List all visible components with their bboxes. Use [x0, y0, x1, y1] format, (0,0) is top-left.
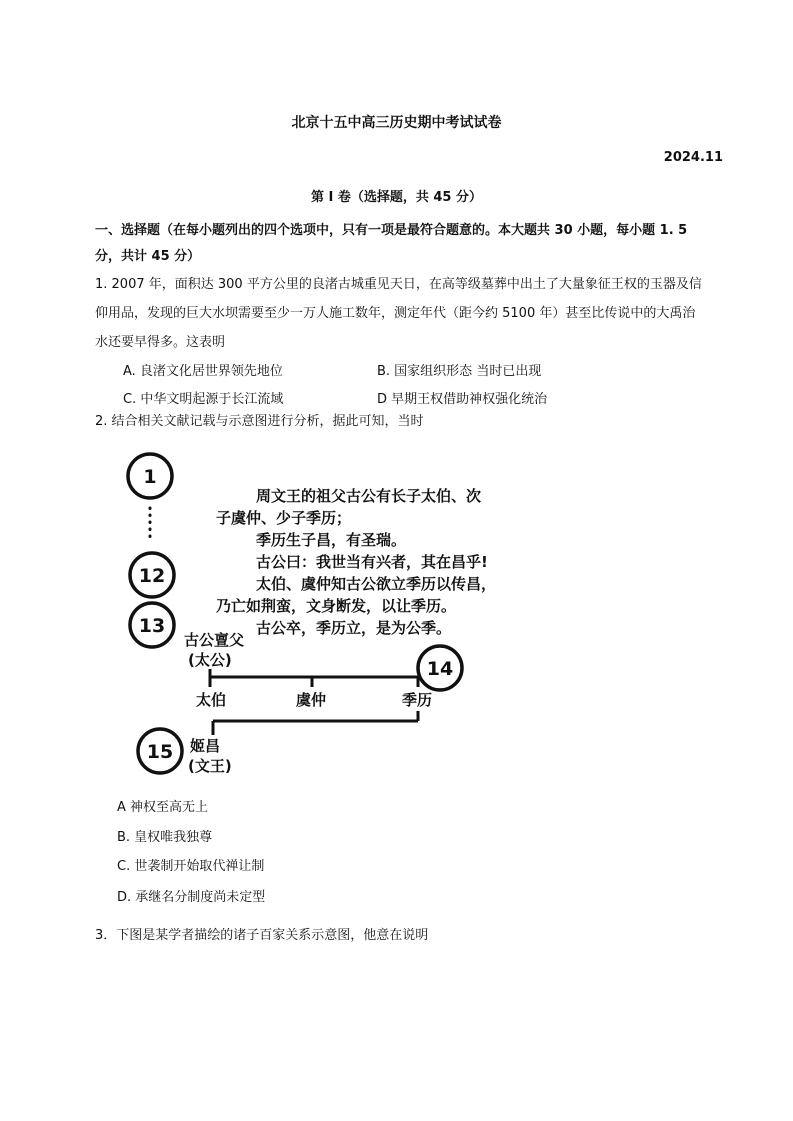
volume-heading: 第 I 卷（选择题，共 45 分） [310, 190, 483, 205]
question-1-stem: 1. 2007 年，面积达 300 平方公里的良渚古城重见天日，在高等级墓葬中出土了大量象征王权的玉器及信仰用品，发现的巨大水坝需要至少一万人施工数年，测定年代（距今约 5100 年）甚至比传说中的大禹治水还要早得多。这表明 [95, 277, 702, 350]
question-2-option-a: A 神权至高无上 [117, 800, 209, 815]
son-taibo: 太伯 [196, 691, 227, 709]
question-1-option-c: C. 中华文明起源于长江流域 [123, 392, 284, 407]
figure-text-line-5: 太伯、虞仲知古公欲立季历以传昌， [256, 575, 497, 593]
svg-text:1: 1 [143, 466, 157, 488]
figure-text-line-2: 子虞仲、少子季历； [216, 509, 352, 527]
grandson-name: 姬昌 [190, 737, 221, 755]
exam-date: 2024.11 [663, 150, 723, 165]
genealogy-figure [118, 445, 510, 785]
question-2-option-b: B. 皇权唯我独尊 [117, 830, 213, 845]
father-name: 古公亶父 [184, 631, 245, 649]
question-2-option-c: C. 世袭制开始取代禅让制 [117, 859, 265, 874]
question-1-option-a: A. 良渚文化居世界领先地位 [123, 364, 283, 379]
circle-15 [138, 729, 182, 773]
son-jili: 季历 [402, 691, 433, 709]
question-2-option-d: D. 承继名分制度尚未定型 [117, 890, 266, 905]
question-1-option-d: D 早期王权借助神权强化统治 [377, 392, 548, 407]
exam-title: 北京十五中高三历史期中考试试卷 [291, 115, 502, 131]
figure-text-line-6: 乃亡如荆蛮，文身断发，以让季历。 [216, 597, 457, 615]
svg-text:15: 15 [146, 741, 174, 763]
svg-text:14: 14 [426, 658, 454, 680]
circle-12 [130, 553, 174, 597]
figure-text-line-4: 古公曰：我世当有兴者，其在昌乎! [256, 553, 488, 571]
figure-text-line-3: 季历生子昌，有圣瑞。 [256, 531, 407, 549]
question-2-stem: 2. 结合相关文献记载与示意图进行分析，据此可知，当时 [95, 414, 424, 429]
circle-13 [130, 603, 174, 647]
question-3-stem: 3．下图是某学者描绘的诸子百家关系示意图，他意在说明 [95, 928, 429, 943]
figure-text-line-7: 古公卒，季历立，是为公季。 [256, 619, 452, 637]
circle-1 [128, 454, 172, 498]
figure-text-line-1: 周文王的祖父古公有长子太伯、次 [256, 487, 482, 505]
father-alias: (太公) [188, 651, 232, 669]
svg-text:13: 13 [138, 615, 166, 637]
son-yuzhong: 虞仲 [296, 691, 327, 709]
circle-14 [418, 646, 462, 690]
question-1-option-b: B. 国家组织形态 当时已出现 [377, 364, 542, 379]
svg-text:12: 12 [138, 565, 166, 587]
section-heading: 一、选择题（在每小题列出的四个选项中，只有一项是最符合题意的。本大题共 30 小题，每小题 1. 5 分，共计 45 分） [95, 223, 688, 264]
grandson-alias: (文王) [188, 757, 232, 775]
